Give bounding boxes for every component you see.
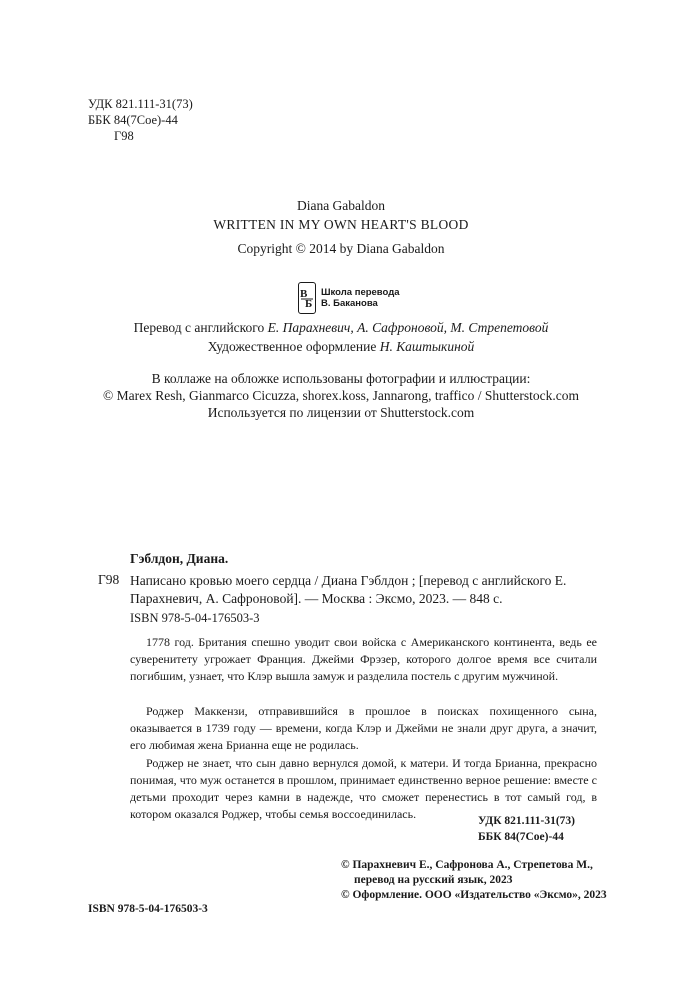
annotation-paragraph: Роджер не знает, что сын давно вернулся домой, к матери. И тогда Брианна, прекрасно понимая, что муж останется в прошлом, принимает единственно верное решение: вместе с детьми проходит через камни в надежде, что сможет перенестись в тот самый год, в котором оказался Роджер, чтобы семья воссоединилась. (130, 756, 597, 821)
school-emblem-icon (298, 282, 316, 314)
top-classification-codes (88, 96, 193, 144)
svg-text:Б: Б (305, 298, 313, 310)
biblio-description: Написано кровью моего сердца / Диана Гэблдон ; [перевод с английского Е. Парахневич, А. Сафроновой]. — Москва : Эксмо, 2023. — 848 с. (130, 573, 567, 606)
photo-credit-line2: © Marex Resh, Gianmarco Cicuzza, shorex.koss, Jannarong, traffico / Shutterstock.com (102, 388, 579, 403)
bbk-code: ББК 84(7Сое)-44 (478, 831, 564, 843)
annotation-paragraph: 1778 год. Британия спешно уводит свои войска с Американского континента, ведь ее суверенитету угрожает Франция. Джейми Фрэзер, которого долгое время все считали погибшим, узнает, что Клэр вышла замуж и разделила постель с другим мужчиной. (130, 635, 597, 683)
biblio-isbn: ISBN 978-5-04-176503-3 (130, 611, 260, 625)
biblio-author: Гэблдон, Диана. (130, 551, 229, 566)
author-mark: Г98 (114, 129, 134, 143)
original-title: WRITTEN IN MY OWN HEART'S BLOOD (213, 217, 469, 232)
isbn-bottom: ISBN 978-5-04-176503-3 (88, 903, 208, 915)
svg-text:В: В (300, 288, 308, 300)
biblio-code: Г98 (98, 572, 120, 587)
school-name: Школа перевода В. Баканова (321, 287, 400, 309)
copyright-design: © Оформление. ООО «Издательство «Эксмо», 2023 (341, 889, 607, 901)
original-author: Diana Gabaldon (296, 198, 386, 213)
photo-credit-line1: В коллаже на обложке использованы фотографии и иллюстрации: (151, 371, 531, 386)
bbk-code: ББК 84(7Сое)-44 (88, 113, 178, 127)
translators: Е. Парахневич, А. Сафроновой, М. Стрепетовой (267, 320, 549, 335)
annotation-paragraph: Роджер Маккензи, отправившийся в прошлое в поисках похищенного сына, оказывается в 1739 году — времени, когда Клэр и Джейми не знали друг друга, а значит, его любимая жена Брианна еще не родилась. (130, 704, 597, 752)
udk-code: УДК 821.111-31(73) (478, 815, 575, 827)
design-credit: Художественное оформление Н. Каштыкиной (207, 339, 475, 354)
copyright-translation-note: перевод на русский язык, 2023 (354, 874, 513, 886)
copyright-block (341, 858, 607, 903)
copyright-translation: © Парахневич Е., Сафронова А., Стрепетова М., (341, 859, 593, 871)
udk-code: УДК 821.111-31(73) (88, 97, 193, 111)
translation-school-logo (298, 278, 398, 318)
translation-credit: Перевод с английского Е. Парахневич, А. Сафроновой, М. Стрепетовой (133, 320, 549, 335)
original-copyright: Copyright © 2014 by Diana Gabaldon (237, 241, 445, 256)
designer: Н. Каштыкиной (379, 339, 475, 354)
bottom-classification-codes (478, 813, 575, 845)
photo-credit-line3: Используется по лицензии от Shutterstock.com (207, 405, 475, 420)
